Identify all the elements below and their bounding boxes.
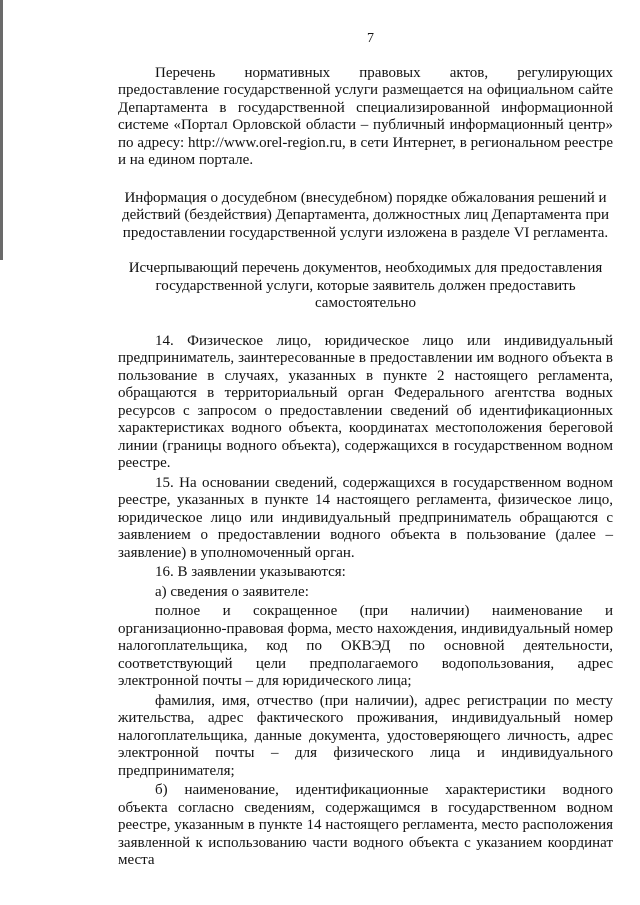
paragraph-appeal-info: Информация о досудебном (внесудебном) порядке обжалования решений и действий (бездействия) Департамента, должностных лиц Департамента при предоставлении государственной услуги изложена в разделе VI регламента. [121,189,610,241]
paragraph-item-15: 15. На основании сведений, содержащихся в государственном водном реестре, указанных в пункте 14 настоящего регламента, физическое лицо, юридическое лицо или индивидуальный предприниматель обращаются с заявлением о предоставлении водного объекта в пользование (далее – заявление) в уполномоченный орган. [118,474,613,561]
page-number: 7 [367,31,374,46]
paragraph-item-b: б) наименование, идентификационные характеристики водного объекта согласно сведениям, содержащимся в государственном водном реестре, указанным в пункте 14 настоящего регламента, место расположения заявленной к использованию части водного объекта с указанием координат места [118,782,613,868]
page-edge-line [0,0,3,260]
paragraph-item-a: а) сведения о заявителе: [155,583,309,600]
paragraph-item-a-legal-entity: полное и сокращенное (при наличии) наименование и организационно-правовая форма, место нахождения, индивидуальный номер налогоплательщика, код по ОКВЭД по основной деятельности, соответствующий цели предполагаемого водопользования, адрес электронной почты – для юридического лица; [118,603,613,689]
paragraph-legal-acts: Перечень нормативных правовых актов, регулирующих предоставление государственной услуги размещается на официальном сайте Департамента в государственной специализированной информационной системе «Портал Орловской области – публичный информационный центр» по адресу: http://www.orel-region.ru, в сети Интернет, в региональном реестре и на едином портале. [118,64,613,168]
paragraph-item-14: 14. Физическое лицо, юридическое лицо или индивидуальный предприниматель, заинтересованные в предоставлении им водного объекта в пользование в случаях, указанных в пункте 2 настоящего регламента, обращаются в территориальный орган Федерального агентства водных ресурсов с запросом о предоставлении сведений об идентификационных характеристиках водного объекта, координатах местоположения береговой линии (границы водного объекта), содержащихся в государственном водном реестре. [118,332,613,471]
document-page [118,30,613,870]
paragraph-item-a-individual: фамилия, имя, отчество (при наличии), адрес регистрации по месту жительства, адрес фактического проживания, индивидуальный номер налогоплательщика, данные документа, удостоверяющего личность, адрес электронной почты – для физического лица и индивидуального предпринимателя; [118,692,613,779]
paragraph-item-16: 16. В заявлении указываются: [155,564,346,580]
section-heading: Исчерпывающий перечень документов, необходимых для предоставления государственной услуги, которые заявитель должен предоставить самостоятельно [128,260,603,311]
